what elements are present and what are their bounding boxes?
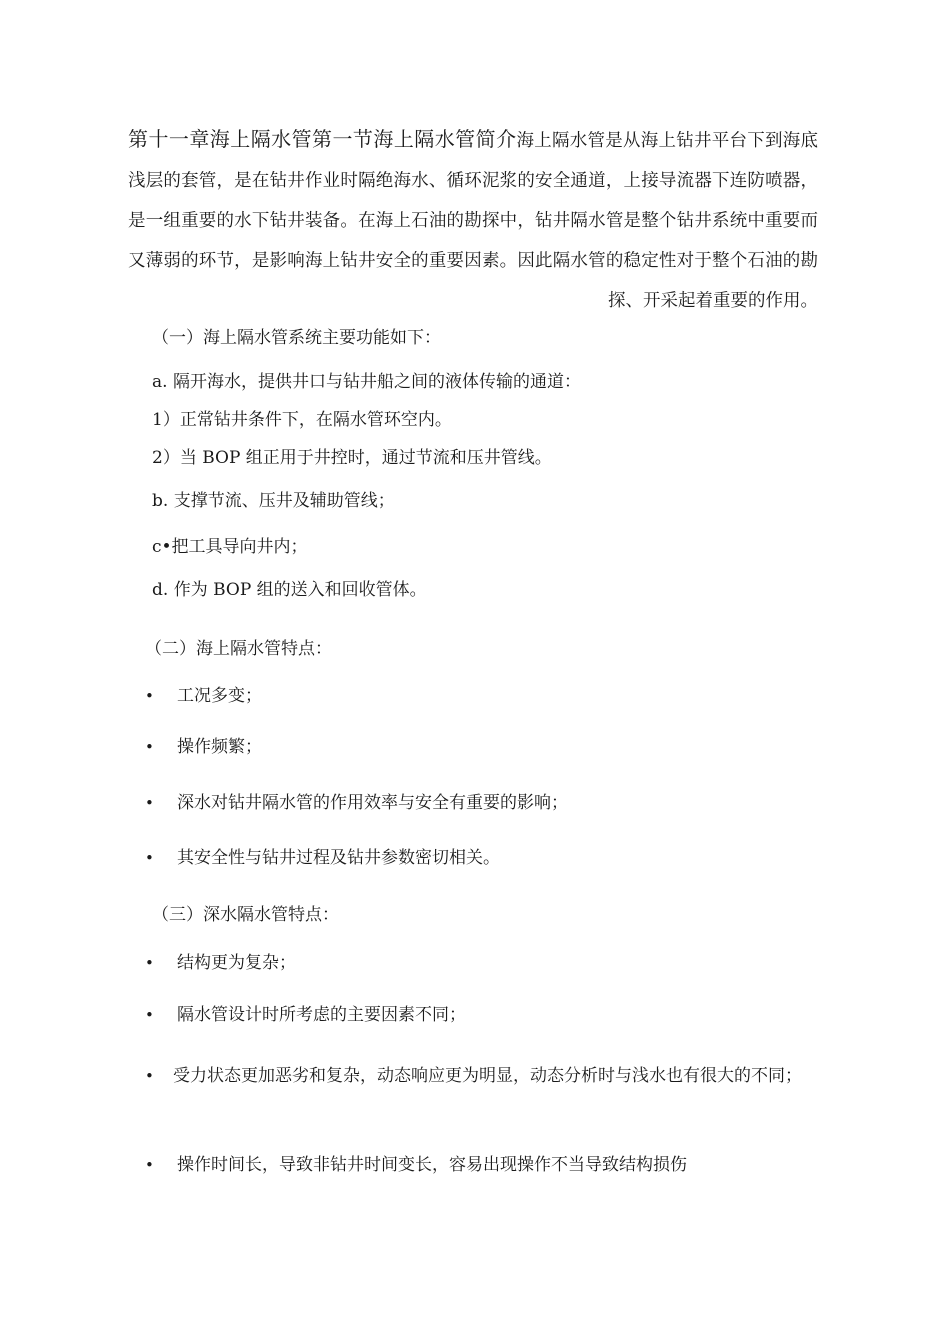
section3-bullet-3: 受力状态更加恶劣和复杂，动态响应更为明显，动态分析时与浅水也有很大的不同； — [173, 1066, 802, 1086]
section2-bullet-3: 深水对钻井隔水管的作用效率与安全有重要的影响； — [177, 793, 568, 813]
section1-item-b: b. 支撑节流、压井及辅助管线； — [152, 491, 395, 511]
chapter-heading: 第十一章海上隔水管第一节海上隔水管简介 — [128, 127, 517, 151]
bullet-icon: • — [145, 1006, 154, 1024]
bullet-icon: • — [145, 1156, 154, 1174]
section3-bullet-2: 隔水管设计时所考虑的主要因素不同； — [177, 1005, 466, 1025]
bullet-icon: • — [145, 738, 154, 756]
section3-bullet-1: 结构更为复杂； — [177, 953, 296, 973]
section1-item-a: a. 隔开海水，提供井口与钻井船之间的液体传输的通道： — [152, 372, 581, 392]
section1-item-d: d. 作为 BOP 组的送入和回收管体。 — [152, 580, 427, 600]
intro-paragraph — [128, 119, 818, 321]
section2-bullet-2: 操作频繁； — [177, 737, 262, 757]
section3-bullet-4: 操作时间长，导致非钻井时间变长，容易出现操作不当导致结构损伤 — [177, 1155, 687, 1175]
bullet-icon: • — [145, 954, 154, 972]
bullet-icon: • — [145, 687, 154, 705]
bullet-icon: • — [145, 1067, 154, 1085]
section1-item-c: c•把工具导向井内； — [152, 537, 308, 557]
section1-title: （一）海上隔水管系统主要功能如下： — [152, 328, 441, 348]
intro-body: 海上隔水管是从海上钻井平台下到海底浅层的套管，是在钻井作业时隔绝海水、循环泥浆的安全通道，上接导流器下连防喷器，是一组重要的水下钻井装备。在海上石油的勘探中，钻井隔水管是整个钻井系统中重要而又薄弱的环节，是影响海上钻井安全的重要因素。因此隔水管的稳定性对于整个石油的勘探、开采起着重要的作用。 — [128, 131, 818, 311]
bullet-icon: • — [145, 849, 154, 867]
section1-item-2: 2）当 BOP 组正用于井控时，通过节流和压井管线。 — [152, 448, 552, 468]
section2-bullet-4: 其安全性与钻井过程及钻井参数密切相关。 — [177, 848, 500, 868]
section2-title: （二）海上隔水管特点： — [145, 639, 332, 659]
section2-bullet-1: 工况多变； — [177, 686, 262, 706]
bullet-icon: • — [145, 794, 154, 812]
section3-title: （三）深水隔水管特点： — [152, 905, 339, 925]
section1-item-1: 1）正常钻井条件下，在隔水管环空内。 — [152, 410, 452, 430]
